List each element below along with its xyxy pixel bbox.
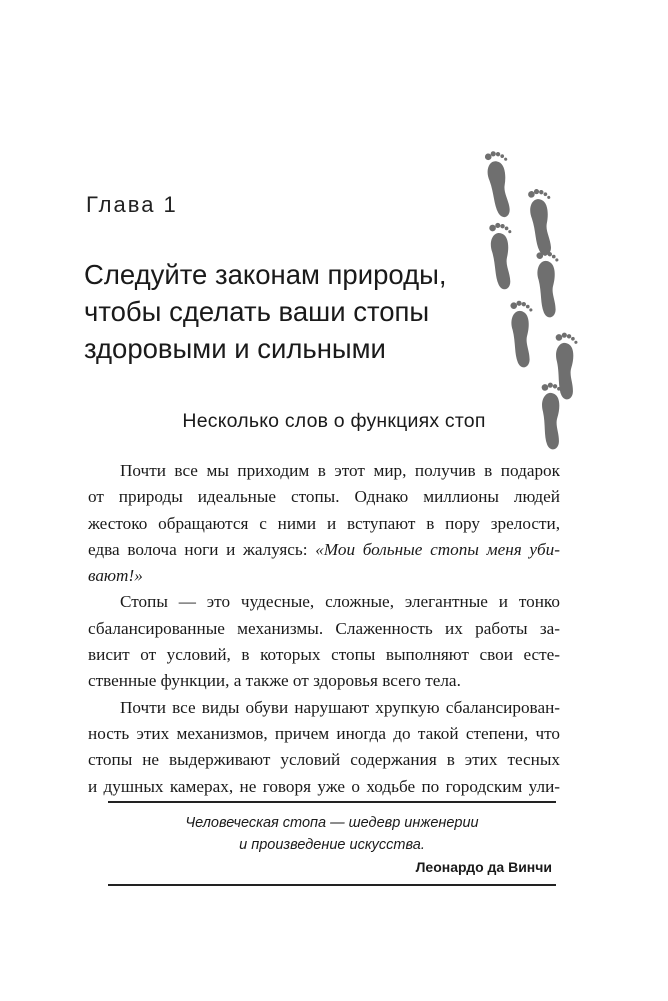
epigraph-top-rule (108, 801, 556, 803)
paragraph-3-line-1: Почти все виды обуви нарушают хрупкую сбалансирован- (120, 697, 560, 717)
footprint-4 (535, 249, 564, 318)
footprint-5 (509, 299, 538, 368)
chapter-title-line-1: Следуйте законам природы, (84, 259, 447, 290)
epigraph (108, 812, 556, 878)
paragraph-1-line-1: Почти все мы приходим в этот мир, получив в подарок (120, 461, 560, 480)
paragraph-3-line-4: и душных камерах, не говоря уже о ходьбе по городским ули- (88, 776, 560, 796)
paragraph-3-line-2: ность этих механизмов, причем иногда до такой степени, что (88, 723, 560, 743)
paragraph-2-line-3: висит от условий, в которых стопы выполняют свои есте- (88, 645, 560, 665)
epigraph-author: Леонардо да Винчи (415, 859, 552, 875)
epigraph-bottom-rule (108, 884, 556, 886)
paragraph-1-line-3: жестоко обращаются с ними и вступают в пору зрелости, (88, 513, 560, 533)
chapter-title-line-2: чтобы сделать ваши стопы (84, 296, 430, 327)
paragraph-3-line-3: стопы не выдерживают условий содержания в этих тесных (88, 750, 560, 770)
paragraph-1-line-2: от природы идеальные стопы. Однако миллионы людей (88, 487, 560, 507)
paragraph-1-line-4 (88, 537, 560, 563)
paragraph-2-line-1: Стопы — это чудесные, сложные, элегантные и тонко (120, 592, 560, 612)
paragraph-2-line-2: сбалансированные механизмы. Слаженность их работы за- (88, 618, 560, 638)
chapter-title (84, 256, 504, 367)
section-heading: Несколько слов о функциях стоп (182, 410, 486, 432)
chapter-title-line-3: здоровыми и сильными (84, 333, 386, 364)
paragraph-1-line-4-text: едва волоча ноги и жалуясь: (88, 539, 316, 559)
epigraph-quote-line-2: и произведение искусства. (239, 837, 425, 853)
footprint-1 (483, 149, 519, 219)
chapter-label: Глава 1 (86, 192, 178, 217)
body-text (88, 458, 560, 800)
paragraph-1-quote: «Мои больные стопы меня уби- (315, 539, 561, 559)
paragraph-2-line-4: ственные функции, а также от здоровья всего тела. (88, 671, 461, 691)
footprint-2 (526, 187, 560, 257)
epigraph-quote-line-1: Человеческая стопа — шедевр инженерии (185, 815, 479, 831)
paragraph-1-line-5: вают!» (88, 566, 143, 586)
